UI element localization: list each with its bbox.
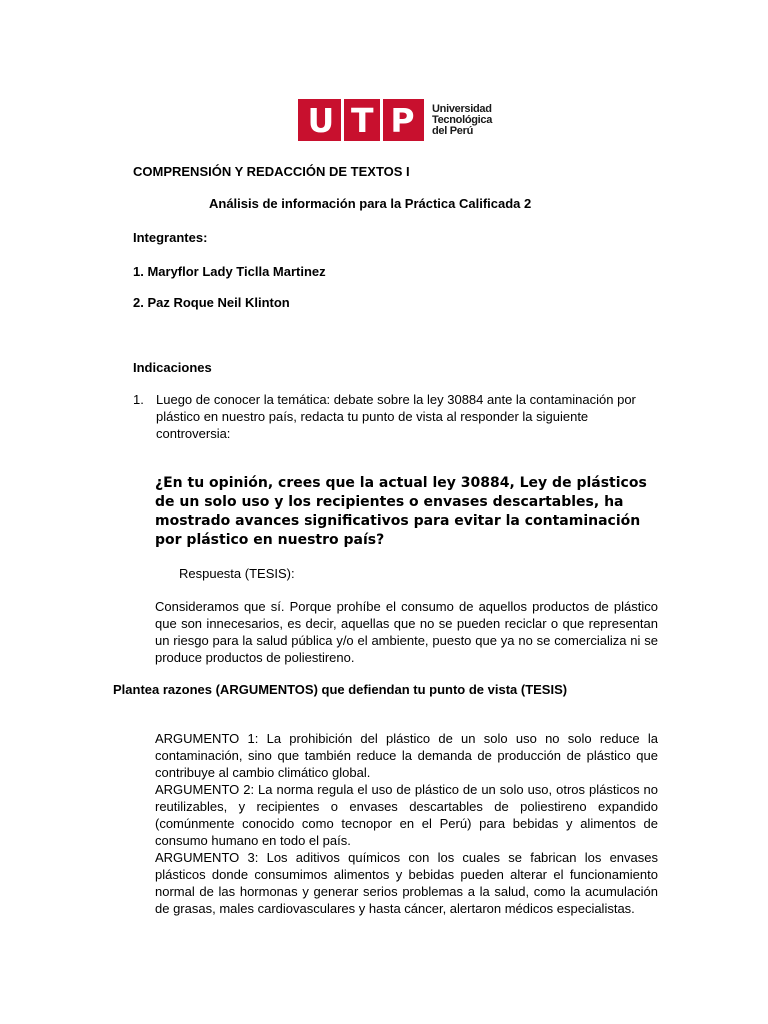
- arguments-list: [155, 730, 658, 917]
- logo-letter-p: P: [390, 100, 415, 140]
- arguments-heading: Plantea razones (ARGUMENTOS) que defiendan tu punto de vista (TESIS): [113, 682, 568, 697]
- argument-item: ARGUMENTO 2: La norma regula el uso de plástico de un solo uso, otros plásticos no reutilizables, y recipientes o envases descartables de poliestireno expandido (comúnmente conocido como tecnopor en el Perú) para bebidas y alimentos de consumo humano en todo el país.: [155, 782, 658, 848]
- controversy-question: ¿En tu opinión, crees que la actual ley 30884, Ley de plásticos de un solo uso y los recipientes o envases descartables, ha mostrado avances significativos para evitar la contaminación por plástico en nuestro país?: [155, 475, 647, 548]
- document-subtitle: Análisis de información para la Práctica Calificada 2: [209, 196, 532, 211]
- logo-divider: [380, 99, 383, 141]
- member-item: 1. Maryflor Lady Ticlla Martinez: [133, 264, 326, 279]
- course-title: COMPRENSIÓN Y REDACCIÓN DE TEXTOS I: [133, 164, 410, 179]
- utp-logo: [298, 99, 492, 141]
- logo-line: Universidad: [432, 102, 492, 115]
- argument-item: ARGUMENTO 1: La prohibición del plástico de un solo uso no solo reduce la contaminación, sino que también reduce la demanda de producción de plástico que contribuye al cambio climático global.: [155, 731, 658, 780]
- thesis-paragraph: Consideramos que sí. Porque prohíbe el consumo de aquellos productos de plástico que son innecesarios, es decir, aquellas que no se pueden reciclar o que representan un riesgo para la salud pública y/o el ambiente, puesto que ya no se comercializa ni se produce productos de poliestireno.: [155, 599, 658, 665]
- argument-item: ARGUMENTO 3: Los aditivos químicos con los cuales se fabrican los envases plásticos donde consumimos alimentos y bebidas pueden alterar el funcionamiento normal de las hormonas y generar serios problemas a la salud, como la acumulación de grasas, males cardiovasculares y hasta cáncer, alertaron médicos especialistas.: [155, 850, 658, 916]
- logo-line: del Perú: [432, 124, 474, 137]
- logo-wordmark: [432, 104, 492, 137]
- indications-heading: Indicaciones: [133, 360, 212, 375]
- logo-letter-u: U: [307, 100, 335, 140]
- logo-divider: [341, 99, 344, 141]
- instruction-text: Luego de conocer la temática: debate sobre la ley 30884 ante la contaminación por plástico en nuestro país, redacta tu punto de vista al responder la siguiente controversia:: [156, 392, 636, 441]
- logo-mark: [298, 99, 424, 141]
- instruction-item: [133, 391, 663, 442]
- logo-line: Tecnológica: [432, 113, 493, 126]
- logo-letter-t: T: [351, 100, 374, 140]
- instruction-number: 1.: [133, 392, 144, 407]
- members-heading: Integrantes:: [133, 230, 208, 245]
- member-item: 2. Paz Roque Neil Klinton: [133, 295, 290, 310]
- response-label: Respuesta (TESIS):: [179, 566, 295, 581]
